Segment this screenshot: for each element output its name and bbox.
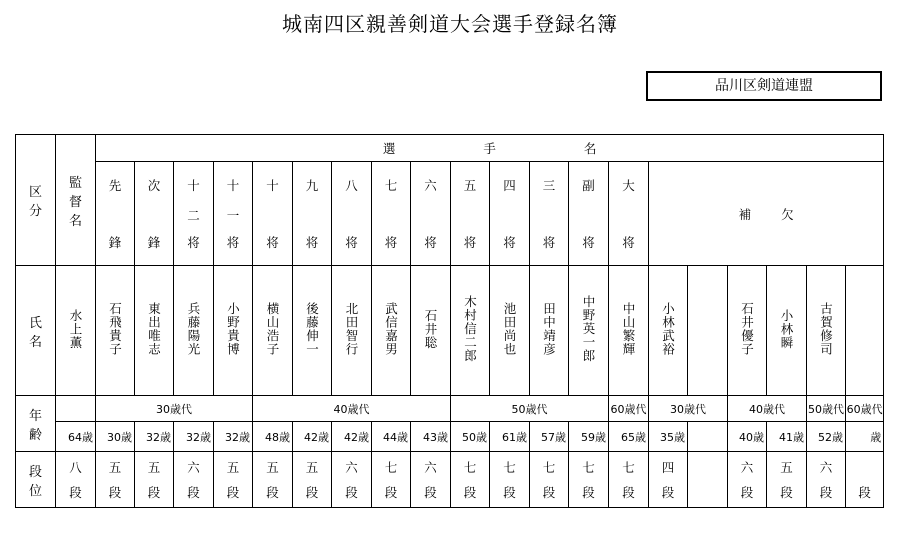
position-bottom: 将 <box>582 235 595 250</box>
dan-rank: 五 <box>147 460 161 475</box>
dan-unit: 段 <box>69 485 82 500</box>
dan-rank: 五 <box>266 460 279 475</box>
name-cell <box>846 266 884 396</box>
nenrei-label-text-char: 齢 <box>28 427 42 443</box>
position-cell <box>609 162 649 266</box>
player-age: 42歳 <box>304 430 329 444</box>
name-cell <box>728 266 767 396</box>
position-bottom: 将 <box>266 235 279 250</box>
age-cell <box>96 422 135 452</box>
manager-age-group-cell <box>56 396 96 422</box>
player-age: 65歳 <box>621 430 646 444</box>
kubun-label-text <box>16 181 55 219</box>
dan-rank: 六 <box>740 460 754 475</box>
name-cell <box>767 266 807 396</box>
position-bottom: 将 <box>424 235 437 250</box>
position-top: 先 <box>108 178 122 193</box>
position-bottom: 将 <box>622 235 635 250</box>
dan-cell <box>846 452 884 508</box>
dan-rank: 六 <box>345 460 358 475</box>
senshu-header-text: 選手名 <box>382 141 685 156</box>
name-cell <box>490 266 530 396</box>
age-cell <box>807 422 846 452</box>
age-cell <box>490 422 530 452</box>
shimei-label-text-char: 名 <box>28 334 42 350</box>
dan-cell <box>530 452 569 508</box>
player-age: 48歳 <box>265 430 290 444</box>
position-top: 十 <box>226 178 240 193</box>
dan-label-text <box>16 461 55 499</box>
page-title: 城南四区親善剣道大会選手登録名簿 <box>282 12 618 36</box>
age-group-cell <box>609 396 649 422</box>
position-cell <box>451 162 490 266</box>
dan-rank: 六 <box>187 460 200 475</box>
dan-rank: 七 <box>503 460 516 475</box>
dan-cell <box>728 452 767 508</box>
dan-cell <box>293 452 332 508</box>
age-cell <box>293 422 332 452</box>
player-age: 41歳 <box>779 430 804 444</box>
age-cell <box>569 422 609 452</box>
age-cell <box>649 422 688 452</box>
dan-unit: 段 <box>305 485 319 500</box>
age-cell <box>688 422 728 452</box>
position-cell <box>293 162 332 266</box>
age-cell <box>135 422 174 452</box>
dan-rank: 五 <box>108 460 122 475</box>
age-group-label: 60歳代 <box>610 402 647 416</box>
age-cell <box>846 422 884 452</box>
dan-unit: 段 <box>503 485 516 500</box>
player-age: 32歳 <box>146 430 171 444</box>
position-top: 十 <box>187 178 200 193</box>
dan-rank: 五 <box>305 460 319 475</box>
dan-unit: 段 <box>345 485 358 500</box>
dan-unit: 段 <box>858 485 871 500</box>
position-bottom: 将 <box>226 235 240 250</box>
player-age: 32歳 <box>186 430 211 444</box>
name-cell <box>293 266 332 396</box>
player-name: 中山繁輝 <box>621 302 636 356</box>
position-top: 大 <box>622 178 635 193</box>
age-cell <box>253 422 293 452</box>
age-group-label: 40歳代 <box>749 402 785 416</box>
dan-rank: 八 <box>69 460 82 475</box>
age-cell <box>332 422 372 452</box>
position-top: 五 <box>463 178 477 193</box>
position-mid: 一 <box>226 208 240 223</box>
dan-cell <box>56 452 96 508</box>
position-bottom: 将 <box>384 235 398 250</box>
position-cell <box>332 162 372 266</box>
name-cell <box>332 266 372 396</box>
dan-rank: 七 <box>384 460 398 475</box>
player-name: 武信嘉男 <box>383 302 399 356</box>
position-top: 四 <box>503 178 516 193</box>
player-name: 後藤伸一 <box>304 302 320 356</box>
position-bottom: 将 <box>503 235 516 250</box>
kubun-label <box>16 135 56 266</box>
dan-unit: 段 <box>542 485 556 500</box>
name-cell <box>372 266 411 396</box>
name-cell <box>253 266 293 396</box>
age-cell <box>609 422 649 452</box>
roster-table <box>15 134 884 508</box>
player-name: 古賀修司 <box>818 302 834 356</box>
dan-rank: 四 <box>661 460 675 475</box>
position-bottom: 鋒 <box>147 235 161 250</box>
player-name: 小林瞬 <box>779 308 794 350</box>
age-cell <box>214 422 253 452</box>
dan-unit: 段 <box>740 485 754 500</box>
position-bottom: 将 <box>345 235 358 250</box>
name-cell <box>530 266 569 396</box>
name-cell <box>609 266 649 396</box>
dan-cell <box>569 452 609 508</box>
age-group-label: 30歳代 <box>156 402 192 416</box>
kantoku-label-text-char: 名 <box>68 213 82 229</box>
position-cell <box>372 162 411 266</box>
shimei-label <box>16 266 56 396</box>
player-age: 50歳 <box>462 430 487 444</box>
position-bottom: 将 <box>305 235 319 250</box>
position-cell <box>96 162 135 266</box>
age-cell <box>372 422 411 452</box>
name-cell <box>96 266 135 396</box>
age-cell <box>411 422 451 452</box>
dan-label <box>16 452 56 508</box>
dan-cell <box>174 452 214 508</box>
player-age: 52歳 <box>818 430 843 444</box>
dan-cell <box>96 452 135 508</box>
player-name: 横山浩子 <box>265 302 280 356</box>
dan-unit: 段 <box>622 485 635 500</box>
age-group-cell <box>96 396 253 422</box>
kantoku-label-text <box>56 172 95 229</box>
age-group-label: 60歳代 <box>846 402 883 416</box>
age-group-label: 40歳代 <box>333 402 370 416</box>
position-cell <box>135 162 174 266</box>
position-cell <box>569 162 609 266</box>
age-group-cell <box>451 396 609 422</box>
position-top: 三 <box>542 178 556 193</box>
dan-unit: 段 <box>226 485 240 500</box>
dan-rank: 六 <box>424 460 437 475</box>
player-age: 61歳 <box>502 430 527 444</box>
position-top: 次 <box>147 178 161 193</box>
dan-cell <box>332 452 372 508</box>
dan-cell <box>411 452 451 508</box>
player-name: 兵藤陽光 <box>186 302 201 356</box>
dan-unit: 段 <box>108 485 122 500</box>
player-name: 石井優子 <box>739 302 755 356</box>
shimei-label-text <box>16 312 55 350</box>
player-age: 43歳 <box>423 430 448 444</box>
position-bottom: 将 <box>463 235 477 250</box>
name-cell <box>174 266 214 396</box>
dan-cell <box>649 452 688 508</box>
player-age: 57歳 <box>541 430 566 444</box>
dan-unit: 段 <box>384 485 398 500</box>
dan-cell <box>372 452 411 508</box>
player-name: 東出唯志 <box>146 302 162 356</box>
name-cell <box>411 266 451 396</box>
position-cell <box>490 162 530 266</box>
dan-unit: 段 <box>187 485 200 500</box>
age-cell <box>530 422 569 452</box>
position-mid: 二 <box>187 208 200 223</box>
player-age: 42歳 <box>344 430 369 444</box>
name-cell <box>135 266 174 396</box>
age-cell <box>451 422 490 452</box>
position-top: 副 <box>582 178 595 193</box>
manager-age: 64歳 <box>68 430 93 444</box>
age-group-label: 30歳代 <box>670 402 706 416</box>
age-group-cell <box>649 396 728 422</box>
dan-cell <box>688 452 728 508</box>
player-name: 小野貴博 <box>225 302 241 356</box>
dan-unit: 段 <box>661 485 675 500</box>
age-cell <box>767 422 807 452</box>
age-group-cell <box>807 396 846 422</box>
name-cell <box>569 266 609 396</box>
age-group-label: 50歳代 <box>808 402 844 416</box>
hoketsu-header <box>649 162 884 266</box>
position-bottom: 将 <box>187 235 200 250</box>
player-age: 59歳 <box>581 430 606 444</box>
name-cell <box>688 266 728 396</box>
senshu-header <box>96 135 884 162</box>
kantoku-label-text-char: 督 <box>68 194 82 210</box>
player-name: 石井聡 <box>423 308 438 350</box>
age-cell <box>174 422 214 452</box>
age-group-cell <box>253 396 451 422</box>
dan-cell <box>609 452 649 508</box>
position-cell <box>174 162 214 266</box>
manager-name-cell <box>56 266 96 396</box>
player-age: 44歳 <box>383 430 408 444</box>
position-cell <box>253 162 293 266</box>
age-cell <box>728 422 767 452</box>
dan-rank: 七 <box>622 460 635 475</box>
player-name: 中野英一郎 <box>581 295 596 363</box>
player-age: 32歳 <box>225 430 250 444</box>
dan-unit: 段 <box>266 485 279 500</box>
kubun-label-text-char: 区 <box>28 185 42 200</box>
manager-age-cell <box>56 422 96 452</box>
dan-rank: 五 <box>226 460 240 475</box>
shimei-label-text-char: 氏 <box>28 315 42 331</box>
position-top: 八 <box>345 178 358 193</box>
kantoku-label <box>56 135 96 266</box>
kantoku-label-text-char: 監 <box>68 175 82 191</box>
nenrei-label-text <box>16 405 55 443</box>
name-cell <box>214 266 253 396</box>
position-top: 十 <box>266 178 279 193</box>
federation-box: 品川区剣道連盟 <box>646 71 882 101</box>
player-age: 35歳 <box>660 430 685 444</box>
kubun-label-text-char: 分 <box>28 204 42 219</box>
player-name: 小林武裕 <box>660 302 676 356</box>
nenrei-label <box>16 396 56 452</box>
dan-unit: 段 <box>582 485 595 500</box>
dan-unit: 段 <box>424 485 437 500</box>
dan-rank: 七 <box>582 460 595 475</box>
player-age: 30歳 <box>107 430 132 444</box>
position-cell <box>411 162 451 266</box>
player-name: 田中靖彦 <box>541 302 557 356</box>
name-cell <box>807 266 846 396</box>
player-name: 石飛貴子 <box>107 302 123 356</box>
age-group-cell <box>846 396 884 422</box>
age-group-label: 50歳代 <box>511 402 548 416</box>
dan-cell <box>214 452 253 508</box>
position-top: 六 <box>424 178 437 193</box>
manager-name: 水上薫 <box>68 308 83 350</box>
position-top: 七 <box>384 178 398 193</box>
name-cell <box>451 266 490 396</box>
dan-unit: 段 <box>780 485 793 500</box>
name-cell <box>649 266 688 396</box>
dan-rank: 七 <box>542 460 556 475</box>
dan-cell <box>807 452 846 508</box>
dan-cell <box>253 452 293 508</box>
position-top: 九 <box>305 178 319 193</box>
dan-cell <box>767 452 807 508</box>
hoketsu-header-text: 補欠 <box>738 206 824 222</box>
dan-label-text-char: 段 <box>28 464 42 480</box>
position-bottom: 将 <box>542 235 556 250</box>
player-name: 池田尚也 <box>502 302 517 356</box>
dan-cell <box>451 452 490 508</box>
player-age: 40歳 <box>739 430 764 444</box>
dan-cell <box>135 452 174 508</box>
dan-rank: 六 <box>819 460 833 475</box>
position-cell <box>214 162 253 266</box>
dan-unit: 段 <box>147 485 161 500</box>
age-group-cell <box>728 396 807 422</box>
dan-label-text-char: 位 <box>28 483 42 499</box>
player-age: 歳 <box>870 430 882 444</box>
dan-rank: 五 <box>780 460 793 475</box>
player-name: 北田智行 <box>344 302 359 356</box>
dan-unit: 段 <box>463 485 477 500</box>
nenrei-label-text-char: 年 <box>28 408 42 424</box>
player-name: 木村信二郎 <box>462 295 478 363</box>
dan-rank: 七 <box>463 460 477 475</box>
position-bottom: 鋒 <box>108 235 122 250</box>
position-cell <box>530 162 569 266</box>
dan-cell <box>490 452 530 508</box>
dan-unit: 段 <box>819 485 833 500</box>
